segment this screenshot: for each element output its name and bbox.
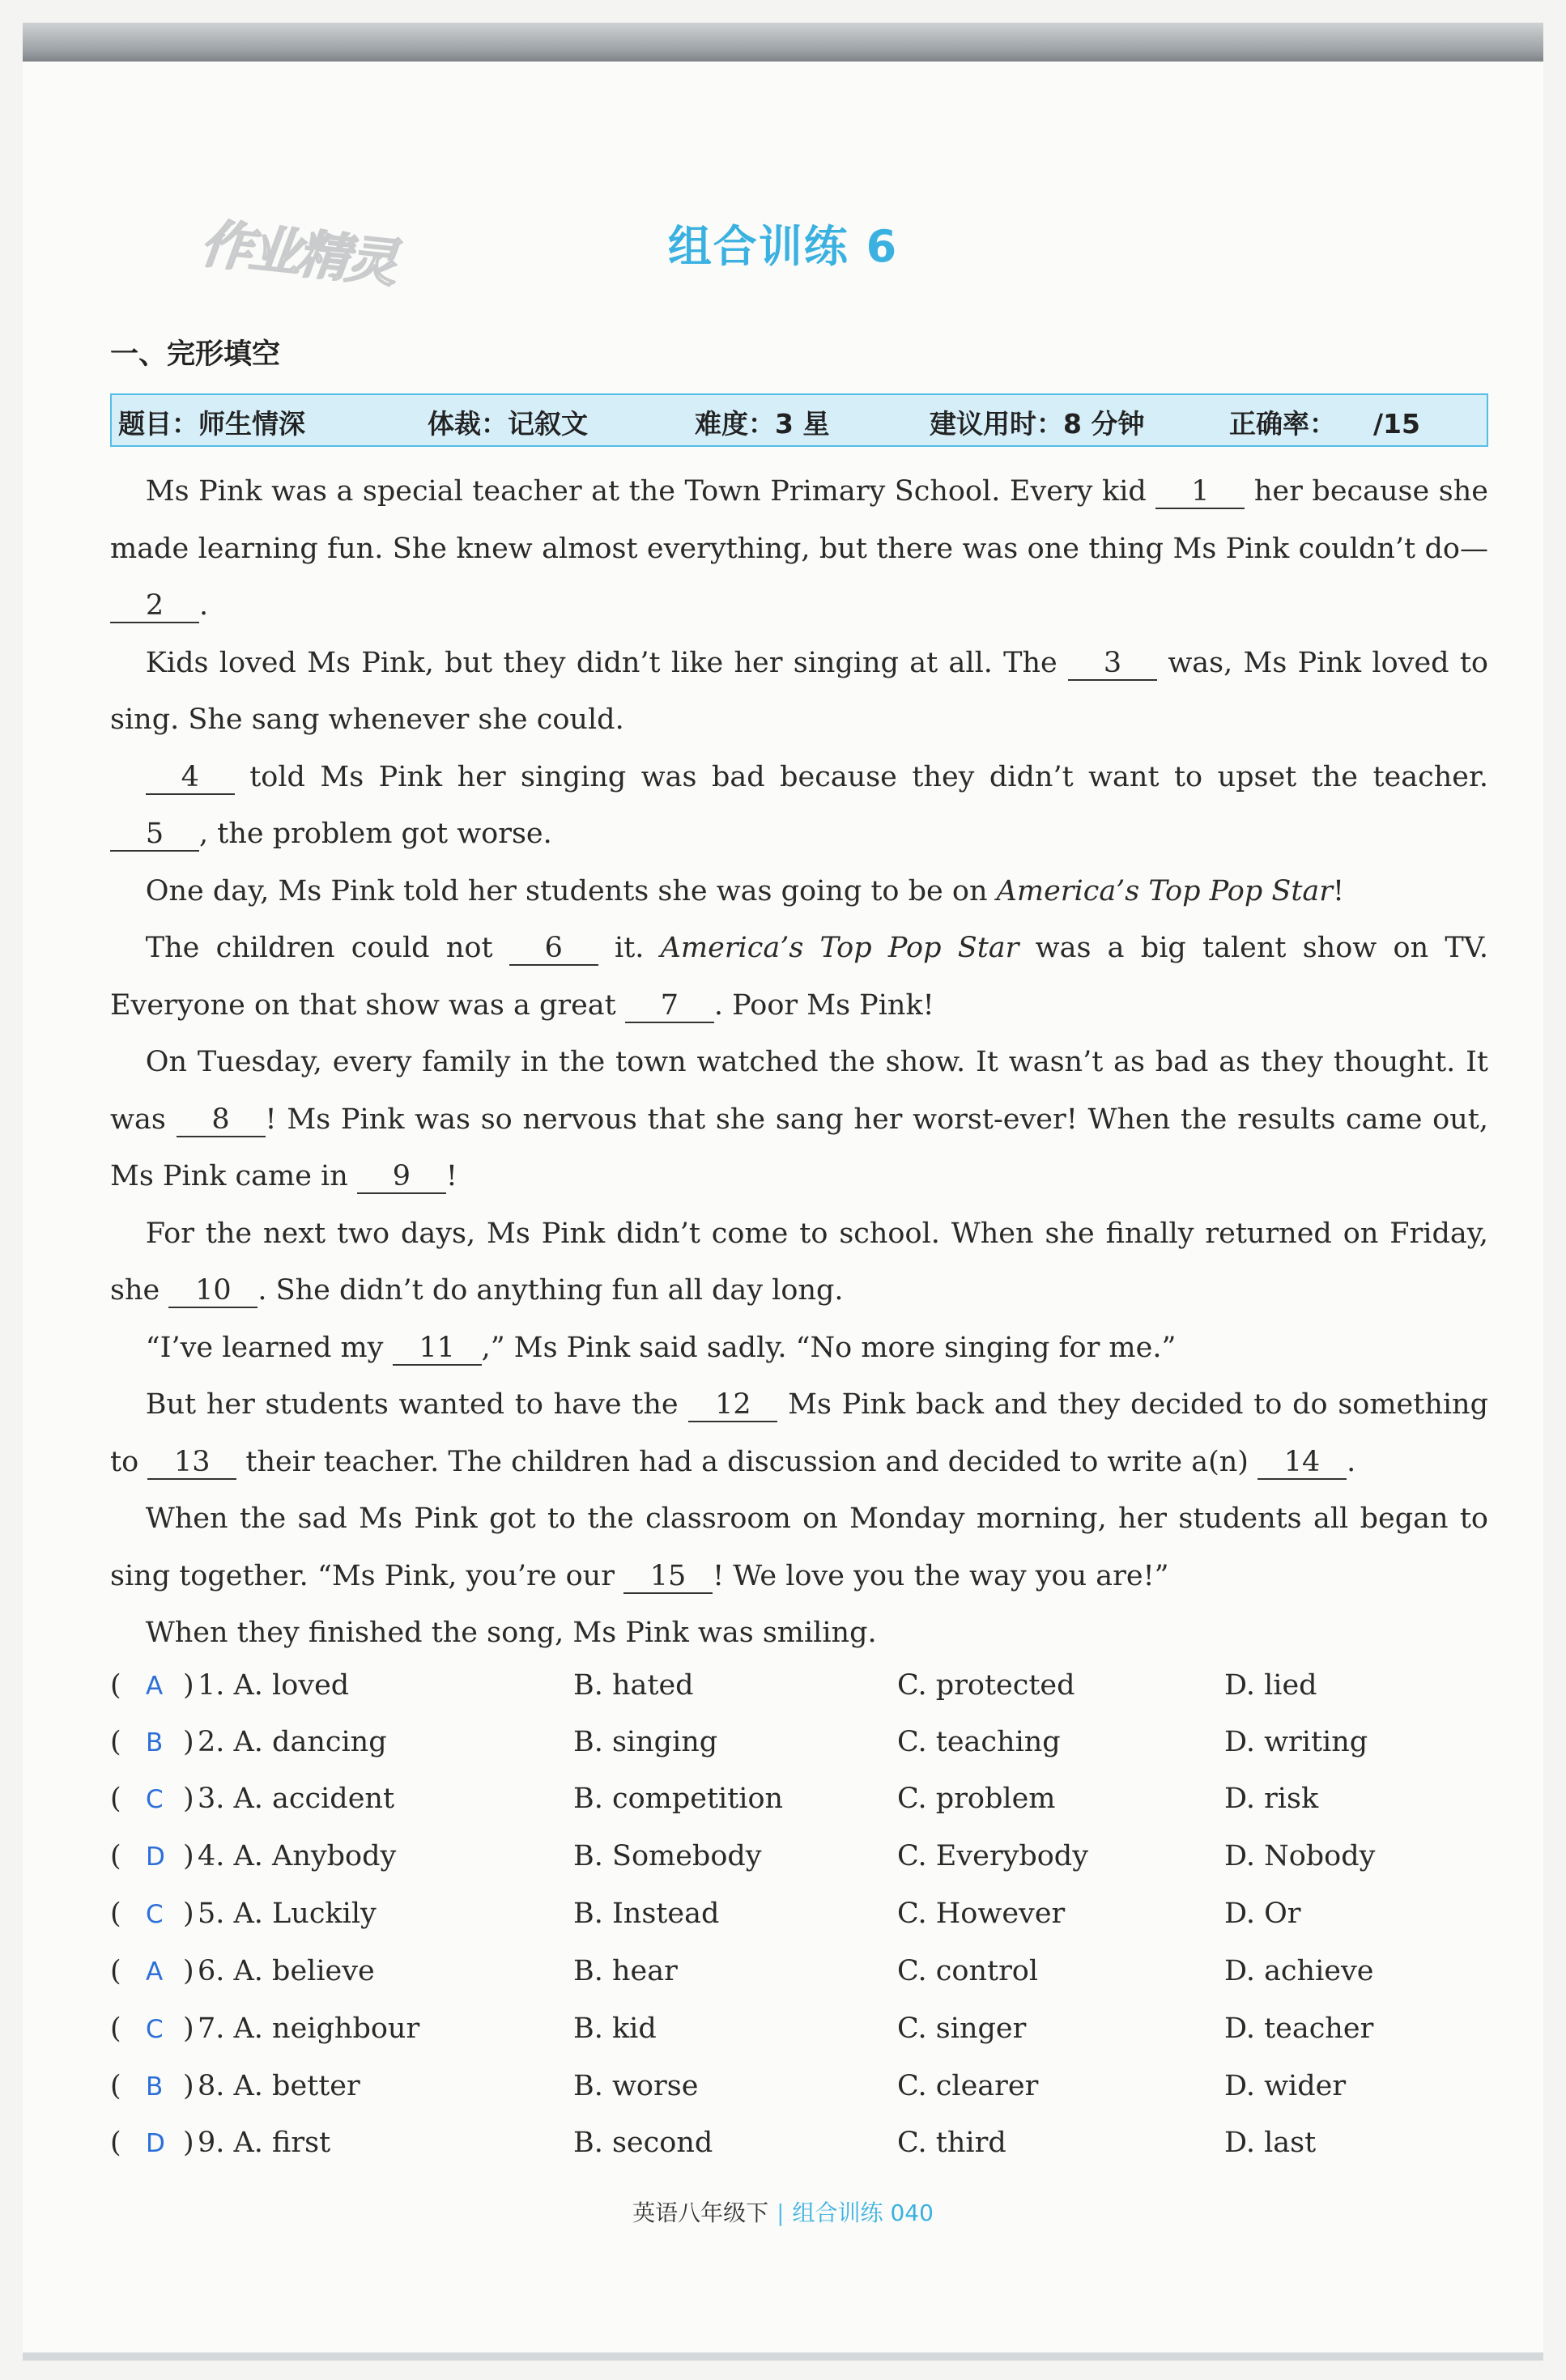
blank-11[interactable]: 11 <box>393 1332 482 1366</box>
answer-mark[interactable]: B <box>146 2072 164 2102</box>
blank-2[interactable]: 2 <box>110 589 199 623</box>
info-topic: 题目：师生情深 <box>118 408 305 440</box>
answer-mark[interactable]: D <box>146 2129 165 2158</box>
info-genre: 体裁：记叙文 <box>428 408 588 440</box>
blank-3[interactable]: 3 <box>1068 647 1157 681</box>
paragraph: When they finished the song, Ms Pink was smiling. <box>145 1617 877 1649</box>
paragraph: When the sad Ms Pink got to the classroom on Monday morning, her students all began to sing together. “Ms Pink, you’re our 15 ! We love you the way you are!” <box>110 1502 1488 1592</box>
blank-15[interactable]: 15 <box>623 1560 713 1594</box>
question-row: ( D ) 4. A. Anybody B. Somebody C. Everybody D. Nobody <box>110 1840 1376 1872</box>
paragraph: 4 told Ms Pink her singing was bad because they didn’t want to upset the teacher. 5 , the problem got worse. <box>110 749 1488 863</box>
info-bar <box>110 393 1488 447</box>
blank-7[interactable]: 7 <box>625 989 714 1023</box>
scan-top-edge <box>23 23 1543 62</box>
paragraph: For the next two days, Ms Pink didn’t come to school. When she finally returned on Friday, she 10 . She didn’t do anything fun all day long. <box>110 1217 1488 1307</box>
blank-5[interactable]: 5 <box>110 818 199 852</box>
blank-1[interactable]: 1 <box>1155 475 1245 509</box>
paragraph: On Tuesday, every family in the town watched the show. It wasn’t as bad as they thought. It was 8 ! Ms Pink was so nervous that she sang her worst-ever! When the results came out, Ms Pink came in 9 ! <box>110 1046 1488 1192</box>
question-row: ( C ) 7. A. neighbour B. kid C. singer D. teacher <box>110 2012 1374 2045</box>
watermark-logo: 作业精灵 <box>198 214 398 295</box>
blank-12[interactable]: 12 <box>688 1388 777 1422</box>
paragraph: But her students wanted to have the 12 Ms Pink back and they decided to do something to 13 their teacher. The children had a discussion and decided to write a(n) 14 . <box>110 1388 1489 1478</box>
blank-8[interactable]: 8 <box>177 1103 266 1137</box>
question-row: ( B ) 2. A. dancing B. singing C. teaching D. writing <box>110 1726 1368 1758</box>
blank-9[interactable]: 9 <box>357 1160 446 1194</box>
blank-13[interactable]: 13 <box>147 1446 236 1480</box>
paragraph: Kids loved Ms Pink, but they didn’t like her singing at all. The 3 was, Ms Pink loved to sing. She sang whenever she could. <box>110 646 1488 736</box>
question-row: ( A ) 6. A. believe B. hear C. control D. achieve <box>110 1955 1374 1987</box>
answer-mark[interactable]: C <box>146 1785 164 1814</box>
scan-bottom-edge <box>23 2352 1543 2361</box>
paragraph: One day, Ms Pink told her students she was going to be on America’s Top Pop Star! <box>145 874 1345 907</box>
paragraph: “I’ve learned my 11 ,” Ms Pink said sadly. “No more singing for me.” <box>145 1331 1177 1364</box>
info-accuracy: 正确率： /15 <box>1229 408 1420 440</box>
blank-10[interactable]: 10 <box>168 1274 257 1308</box>
paragraph: Ms Pink was a special teacher at the Town Primary School. Every kid 1 her because she made learning fun. She knew almost everything, but there was one thing Ms Pink couldn’t do—2 . <box>110 475 1488 622</box>
show-name: America’s Top Pop Star <box>660 932 1019 964</box>
question-row: ( C ) 5. A. Luckily B. Instead C. However D. Or <box>110 1898 1301 1930</box>
blank-14[interactable]: 14 <box>1257 1446 1347 1480</box>
footer-page: 组合训练 040 <box>792 2199 934 2226</box>
show-name: America’s Top Pop Star <box>996 874 1333 907</box>
answer-mark[interactable]: C <box>146 2015 164 2044</box>
footer-book: 英语八年级下 <box>632 2199 769 2226</box>
question-row: ( A ) 1. A. loved B. hated C. protected D. lied <box>110 1669 1317 1702</box>
question-row: ( B ) 8. A. better B. worse C. clearer D. wider <box>110 2070 1347 2102</box>
answer-mark[interactable]: D <box>146 1842 165 1872</box>
answer-mark[interactable]: A <box>146 1957 164 1987</box>
blank-4[interactable]: 4 <box>146 761 235 795</box>
page-title: 组合训练 6 <box>667 221 899 272</box>
paragraph: The children could not 6 it. America’s Top Pop Star was a big talent show on TV. Everyone on that show was a great 7 . Poor Ms Pink! <box>110 932 1488 1022</box>
section-heading: 一、完形填空 <box>110 338 281 371</box>
question-row: ( C ) 3. A. accident B. competition C. problem D. risk <box>110 1783 1319 1815</box>
info-difficulty: 难度：3 星 <box>695 408 830 440</box>
cloze-passage <box>110 463 1488 1662</box>
answer-mark[interactable]: C <box>146 1900 164 1929</box>
question-row: ( D ) 9. A. first B. second C. third D. last <box>110 2127 1317 2159</box>
blank-6[interactable]: 6 <box>509 932 598 966</box>
page-footer: 英语八年级下 | 组合训练 040 <box>632 2199 934 2226</box>
answer-mark[interactable]: B <box>146 1728 164 1757</box>
answer-mark[interactable]: A <box>146 1672 164 1701</box>
info-time: 建议用时：8 分钟 <box>930 408 1145 440</box>
